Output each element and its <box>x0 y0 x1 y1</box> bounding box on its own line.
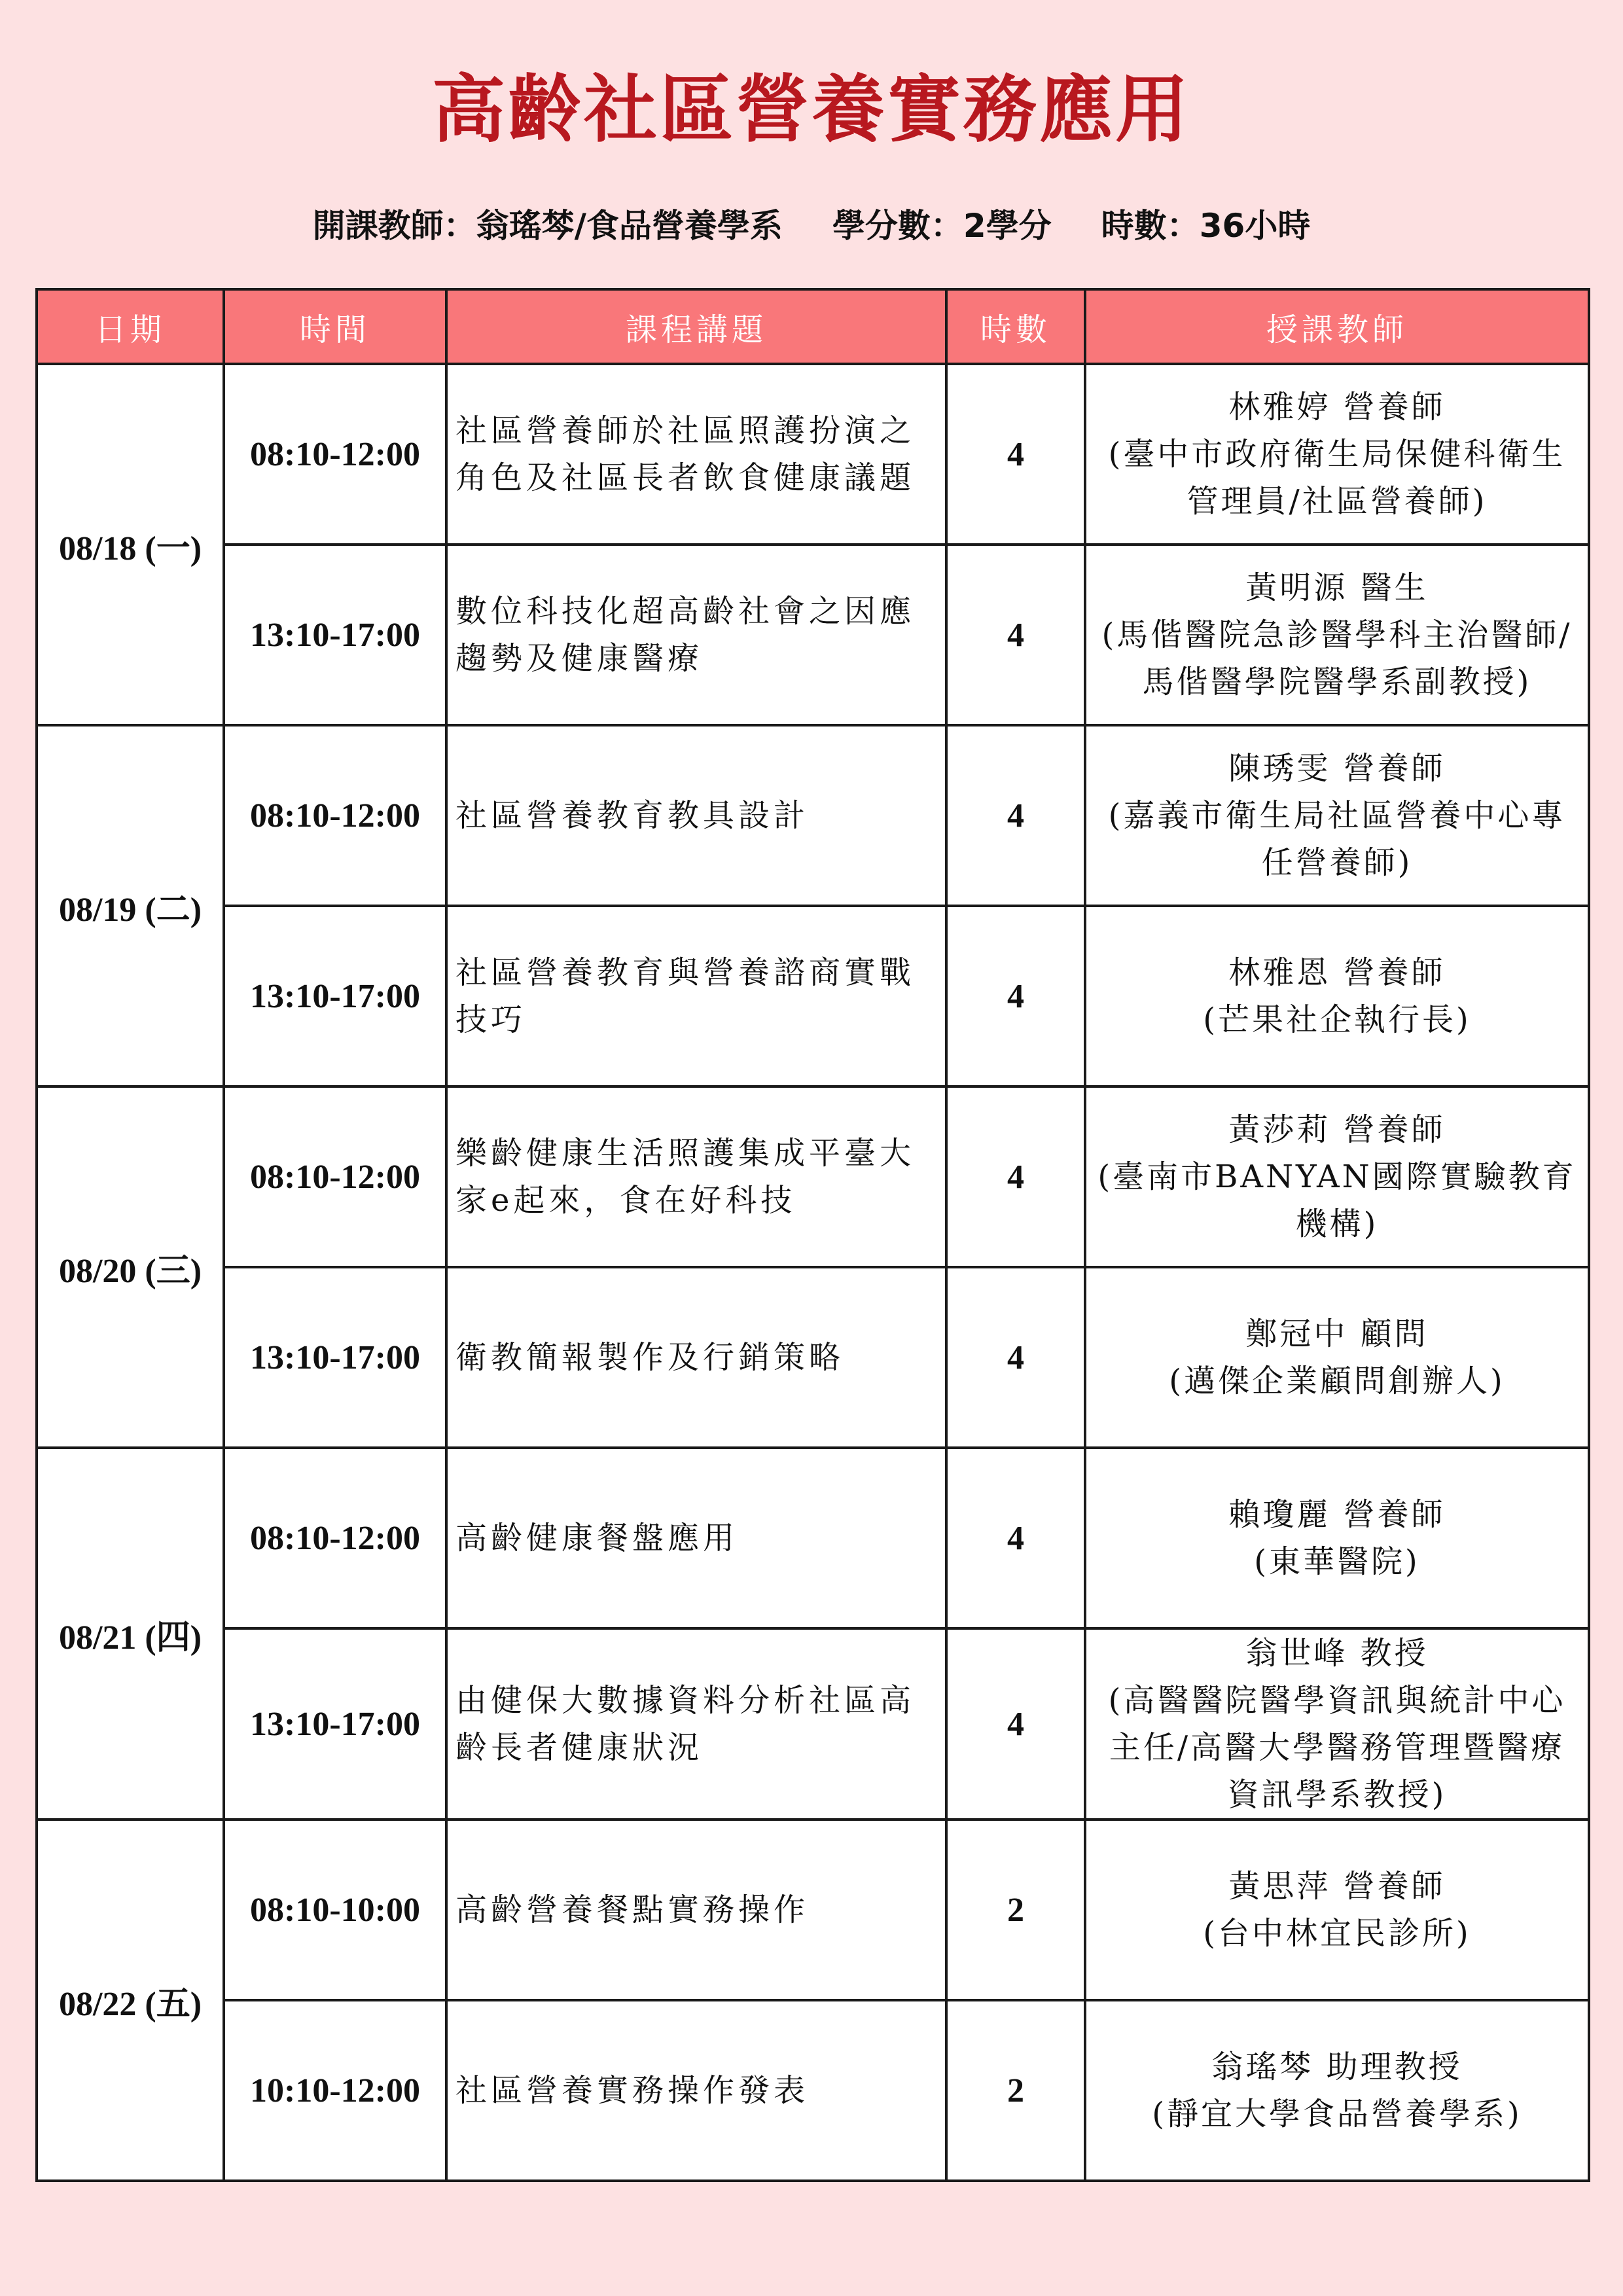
topic-cell: 衛教簡報製作及行銷策略 <box>446 1267 946 1448</box>
table-row <box>37 1448 1589 1628</box>
teacher-name: 黃明源 醫生 <box>1245 569 1429 606</box>
teacher-name: 賴瓊麗 營養師 <box>1228 1496 1446 1533</box>
header-date: 日期 <box>37 289 224 364</box>
teacher-affiliation: (嘉義市衛生局社區營養中心專任營養師) <box>1108 797 1566 881</box>
date-cell: 08/22 (五) <box>37 1820 224 2181</box>
teacher-name: 黃莎莉 營養師 <box>1228 1111 1446 1148</box>
teacher-name: 陳琇雯 營養師 <box>1228 750 1446 787</box>
hours-cell: 4 <box>946 1086 1085 1267</box>
table-row <box>37 1820 1589 2000</box>
teacher-name: 翁世峰 教授 <box>1245 1635 1429 1672</box>
time-cell: 13:10-17:00 <box>224 1267 446 1448</box>
hours-cell: 4 <box>946 364 1085 545</box>
topic-cell: 社區營養教育教具設計 <box>446 725 946 906</box>
table-row <box>37 725 1589 906</box>
header-hours: 時數 <box>946 289 1085 364</box>
time-cell: 08:10-12:00 <box>224 1086 446 1267</box>
hours-cell: 4 <box>946 545 1085 725</box>
time-cell: 08:10-12:00 <box>224 725 446 906</box>
instructor-info: 開課教師：翁瑤棽/食品營養學系 <box>312 207 783 245</box>
header-time: 時間 <box>224 289 446 364</box>
time-cell: 10:10-12:00 <box>224 2000 446 2181</box>
hours-cell: 4 <box>946 1628 1085 1820</box>
date-cell: 08/18 (一) <box>37 364 224 725</box>
teacher-affiliation: (邁傑企業顧問創辦人) <box>1169 1363 1505 1399</box>
topic-cell: 高齡營養餐點實務操作 <box>446 1820 946 2000</box>
teacher-affiliation: (馬偕醫院急診醫學科主治醫師/馬偕醫學院醫學系副教授) <box>1101 617 1573 700</box>
date-cell: 08/19 (二) <box>37 725 224 1086</box>
teacher-cell <box>1085 1820 1589 2000</box>
date-cell: 08/21 (四) <box>37 1448 224 1820</box>
schedule-table <box>35 288 1590 2182</box>
table-header-row <box>37 289 1589 364</box>
credits-info: 學分數：2學分 <box>832 207 1052 245</box>
table-row <box>37 1267 1589 1448</box>
time-cell: 08:10-10:00 <box>224 1820 446 2000</box>
time-cell: 13:10-17:00 <box>224 1628 446 1820</box>
time-cell: 13:10-17:00 <box>224 906 446 1086</box>
teacher-name: 翁瑤棽 助理教授 <box>1211 2049 1463 2085</box>
teacher-name: 黃思萍 營養師 <box>1228 1868 1446 1905</box>
time-cell: 08:10-12:00 <box>224 364 446 545</box>
teacher-name: 林雅婷 營養師 <box>1228 389 1446 425</box>
teacher-affiliation: (台中林宜民診所) <box>1203 1915 1471 1952</box>
header-teacher: 授課教師 <box>1085 289 1589 364</box>
topic-cell: 樂齡健康生活照護集成平臺大家e起來，食在好科技 <box>446 1086 946 1267</box>
teacher-affiliation: (東華醫院) <box>1254 1543 1420 1580</box>
teacher-affiliation: (靜宜大學食品營養學系) <box>1152 2096 1522 2132</box>
hours-cell: 4 <box>946 1267 1085 1448</box>
table-row <box>37 2000 1589 2181</box>
teacher-affiliation: (臺南市BANYAN國際實驗教育機構) <box>1097 1158 1577 1242</box>
topic-cell: 社區營養教育與營養諮商實戰技巧 <box>446 906 946 1086</box>
topic-cell: 社區營養實務操作發表 <box>446 2000 946 2181</box>
teacher-cell <box>1085 906 1589 1086</box>
teacher-cell <box>1085 1628 1589 1820</box>
teacher-cell <box>1085 1086 1589 1267</box>
hours-cell: 4 <box>946 725 1085 906</box>
topic-cell: 數位科技化超高齡社會之因應趨勢及健康醫療 <box>446 545 946 725</box>
teacher-cell <box>1085 364 1589 545</box>
hours-cell: 4 <box>946 1448 1085 1628</box>
table-row <box>37 545 1589 725</box>
topic-cell: 高齡健康餐盤應用 <box>446 1448 946 1628</box>
topic-cell: 由健保大數據資料分析社區高齡長者健康狀況 <box>446 1628 946 1820</box>
teacher-name: 鄭冠中 顧問 <box>1245 1316 1429 1352</box>
page-title: 高齡社區營養實務應用 <box>432 67 1191 152</box>
hours-cell: 2 <box>946 2000 1085 2181</box>
table-row <box>37 1086 1589 1267</box>
teacher-affiliation: (芒果社企執行長) <box>1203 1001 1471 1038</box>
table-row <box>37 364 1589 545</box>
hours-cell: 4 <box>946 906 1085 1086</box>
time-cell: 08:10-12:00 <box>224 1448 446 1628</box>
teacher-cell <box>1085 545 1589 725</box>
teacher-cell <box>1085 1267 1589 1448</box>
teacher-cell <box>1085 725 1589 906</box>
teacher-name: 林雅恩 營養師 <box>1228 954 1446 991</box>
teacher-cell <box>1085 1448 1589 1628</box>
hours-info: 時數：36小時 <box>1101 207 1311 245</box>
course-info <box>0 196 1623 255</box>
time-cell: 13:10-17:00 <box>224 545 446 725</box>
table-row <box>37 906 1589 1086</box>
date-cell: 08/20 (三) <box>37 1086 224 1448</box>
teacher-affiliation: (高醫醫院醫學資訊與統計中心主任/高醫大學醫務管理暨醫療資訊學系教授) <box>1108 1682 1566 1813</box>
teacher-affiliation: (臺中市政府衛生局保健科衛生管理員/社區營養師) <box>1108 436 1566 520</box>
hours-cell: 2 <box>946 1820 1085 2000</box>
table-row <box>37 1628 1589 1820</box>
teacher-cell <box>1085 2000 1589 2181</box>
header-topic: 課程講題 <box>446 289 946 364</box>
topic-cell: 社區營養師於社區照護扮演之角色及社區長者飲食健康議題 <box>446 364 946 545</box>
